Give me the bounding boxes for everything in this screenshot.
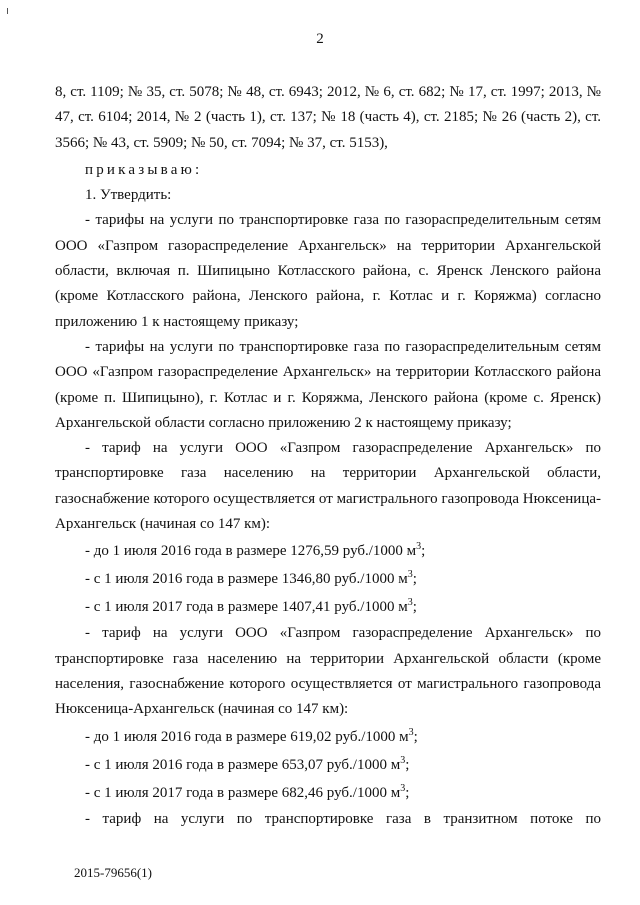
document-code: 2015-79656(1) [74, 865, 152, 880]
tariff-paragraph-3: - тариф на услуги ООО «Газпром газораспределение Архангельск» по транспортировке газа населению на территории Архангельской области, газоснабжение которого осуществляется от магистрального газопровода Нюксеница-Архангельск (начиная со 147 км): [55, 440, 601, 533]
tariff-line: - с 1 июля 2017 года в размере 682,46 руб./1000 $м^3$; [85, 782, 410, 801]
scan-mark [7, 8, 13, 14]
approve-heading: 1. Утвердить: [85, 187, 172, 204]
tariff-paragraph-1: - тарифы на услуги по транспортировке газа по газораспределительным сетям ООО «Газпром газораспределение Архангельск» на территории Архангельской области, включая п. Шипицыно Котласского района, с. Яренск Ленского района (кроме Котласского района, Ленского района, г. Котлас и г. Коряжма) согласно приложению 1 к настоящему приказу; [55, 212, 601, 330]
order-word: приказываю: [85, 161, 203, 178]
legal-references: 8, ст. 1109; № 35, ст. 5078; № 48, ст. 6943; 2012, № 6, ст. 682; № 17, ст. 1997; 2013, № 47, ст. 6104; 2014, № 2 (часть 1), ст. 137; № 18 (часть 4), ст. 2185; № 26 (часть 2), ст. 3566; № 43, ст. 5909; № 50, ст. 7094; № 37, ст. 5153), [55, 84, 601, 151]
tariff-paragraph-5: - тариф на услуги по транспортировке газа в транзитном потоке по [85, 810, 601, 827]
tariff-line: - с 1 июля 2016 года в размере 653,07 руб./1000 $м^3$; [85, 754, 410, 773]
tariff-line: - до 1 июля 2016 года в размере 619,02 руб./1000 $м^3$; [85, 726, 418, 745]
tariff-paragraph-2: - тарифы на услуги по транспортировке газа по газораспределительным сетям ООО «Газпром газораспределение Архангельск» на территории Котласского района (кроме п. Шипицыно), г. Котлас и г. Коряжма, Ленского района (кроме с. Яренск) Архангельской области согласно приложению 2 к настоящему приказу; [55, 338, 601, 431]
tariff-paragraph-4: - тариф на услуги ООО «Газпром газораспределение Архангельск» по транспортировке газа населению на территории Архангельской области (кроме населения, газоснабжение которого осуществляется от магистрального газопровода Нюксеница-Архангельск (начиная со 147 км): [55, 625, 601, 718]
tariff-line: - до 1 июля 2016 года в размере 1276,59 руб./1000 $м^3$; [85, 541, 426, 560]
tariff-line: - с 1 июля 2017 года в размере 1407,41 руб./1000 $м^3$; [85, 597, 417, 616]
document-body [55, 80, 601, 832]
page-number: 2 [316, 31, 324, 47]
tariff-line: - с 1 июля 2016 года в размере 1346,80 руб./1000 $м^3$; [85, 569, 417, 588]
